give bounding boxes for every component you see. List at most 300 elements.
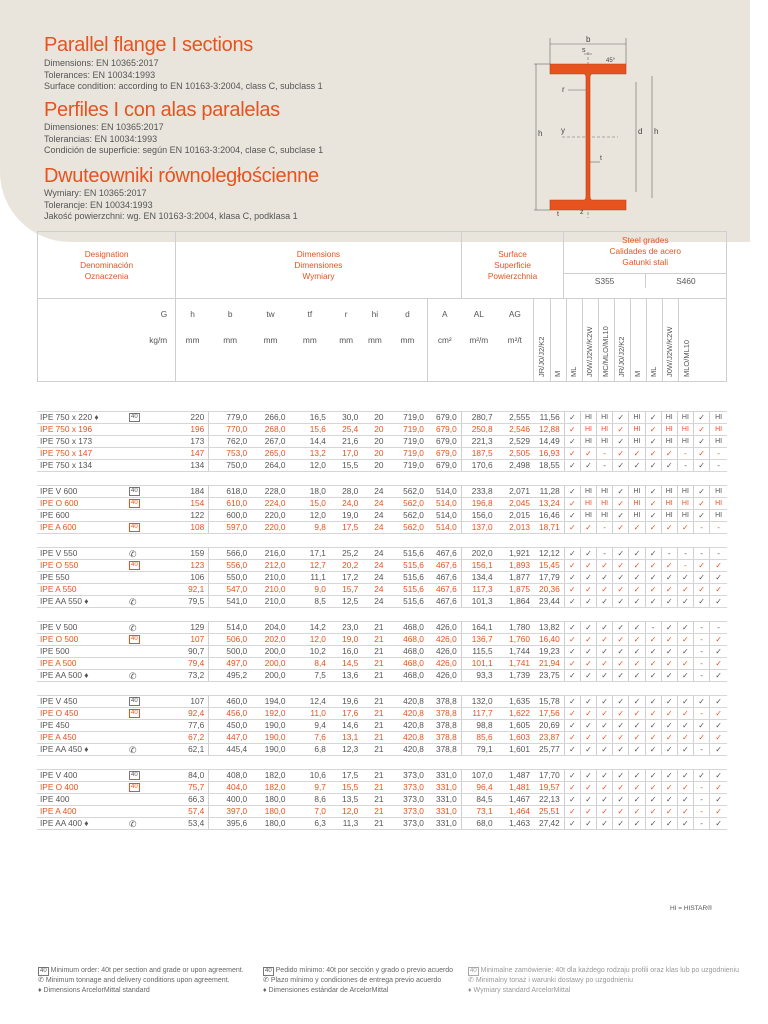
cell-value: 420,8 xyxy=(387,696,427,708)
cell-grade: ✓ xyxy=(645,584,661,596)
cell-grade: ✓ xyxy=(710,634,727,646)
cell-grade: - xyxy=(693,522,709,534)
cell-grade: ✓ xyxy=(645,412,661,424)
cell-value: 19,0 xyxy=(330,634,362,646)
table-row xyxy=(37,448,727,460)
cell-value: 1,921 xyxy=(497,548,534,560)
cell-value: 115,5 xyxy=(461,646,496,658)
cell-value: 21 xyxy=(362,720,387,732)
cell-grade: ✓ xyxy=(661,584,677,596)
cell-value: 123 xyxy=(175,560,208,572)
cell-grade: ✓ xyxy=(645,560,661,572)
label-z: z xyxy=(580,209,584,216)
cell-grade: ✓ xyxy=(629,744,645,756)
cell-grade: ✓ xyxy=(645,720,661,732)
mark-40: 40 xyxy=(131,772,138,778)
cell-value: 404,0 xyxy=(209,782,251,794)
cell-grade: ✓ xyxy=(661,658,677,670)
cell-value: 73,2 xyxy=(175,670,208,682)
cell-value: 15,7 xyxy=(330,584,362,596)
table-row xyxy=(37,522,727,534)
cell-grade: ✓ xyxy=(580,634,596,646)
cell-grade: ✓ xyxy=(677,572,693,584)
cell-grade: ✓ xyxy=(693,460,709,472)
section-name: IPE 400 xyxy=(40,794,70,804)
cell-value: 98,8 xyxy=(461,720,496,732)
cell-grade: HI xyxy=(710,412,727,424)
grade-label: MC/MLO/ML10 xyxy=(601,326,611,377)
cell-value: 497,0 xyxy=(209,658,251,670)
table-row xyxy=(37,708,727,720)
group-gap xyxy=(37,608,727,622)
cell-value: 331,0 xyxy=(428,782,461,794)
cell-grade: ✓ xyxy=(564,782,580,794)
cell-value: 21,94 xyxy=(534,658,564,670)
cell-grade: ✓ xyxy=(645,424,661,436)
cell-grade: ✓ xyxy=(564,670,580,682)
steel-grades-header xyxy=(564,232,727,299)
cell-value: 373,0 xyxy=(387,770,427,782)
cell-grade: ✓ xyxy=(710,572,727,584)
cell-grade: ✓ xyxy=(677,806,693,818)
cell-grade: HI xyxy=(580,510,596,522)
col-AL xyxy=(461,299,496,382)
cell-value: 467,6 xyxy=(428,560,461,572)
cell-grade: ✓ xyxy=(629,794,645,806)
cell-value: 268,0 xyxy=(251,424,289,436)
cell-value: 566,0 xyxy=(209,548,251,560)
cell-value: 17,2 xyxy=(330,572,362,584)
label-angle: 45° xyxy=(606,58,616,64)
cell-value: 15,5 xyxy=(330,460,362,472)
cell-value: 18,55 xyxy=(534,460,564,472)
designation-en: Designation xyxy=(84,248,129,259)
cell-grade: ✓ xyxy=(661,670,677,682)
section-designation xyxy=(37,448,175,460)
cell-grade: ✓ xyxy=(661,572,677,584)
cell-value: 550,0 xyxy=(209,572,251,584)
cell-grade: HI xyxy=(629,498,645,510)
table-row xyxy=(37,670,727,682)
cell-grade: ✓ xyxy=(693,498,709,510)
cell-grade: HI xyxy=(677,510,693,522)
cell-value: 24 xyxy=(362,572,387,584)
cell-value: 23,75 xyxy=(534,670,564,682)
cell-value: 397,0 xyxy=(209,806,251,818)
cell-value: 679,0 xyxy=(428,436,461,448)
cell-grade: ✓ xyxy=(661,794,677,806)
section-name: IPE A 550 xyxy=(40,584,77,594)
cell-value: 468,0 xyxy=(387,658,427,670)
title-pl: Dwuteowniki równoległościenne xyxy=(44,165,319,187)
cell-value: 2,071 xyxy=(497,486,534,498)
phone-icon: ✆ xyxy=(129,671,137,681)
group-gap xyxy=(37,398,727,412)
cell-grade: HI xyxy=(629,486,645,498)
cell-value: 719,0 xyxy=(387,436,427,448)
cell-grade: ✓ xyxy=(580,794,596,806)
section-designation xyxy=(37,596,175,608)
cell-grade: ✓ xyxy=(645,436,661,448)
mark-40: 40 xyxy=(131,698,138,704)
footnote: Pedido mínimo: 40t por sección y grado o previo acuerdo xyxy=(275,967,454,974)
cell-value: 173 xyxy=(175,436,208,448)
cell-value: 450,0 xyxy=(209,720,251,732)
spec-line: Wymiary: EN 10365:2017 xyxy=(44,188,147,198)
section-name: IPE O 600 xyxy=(40,498,79,508)
cell-grade: ✓ xyxy=(710,696,727,708)
cell-value: 96,4 xyxy=(461,782,496,794)
cell-grade: ✓ xyxy=(597,732,613,744)
section-name: IPE O 450 xyxy=(40,708,79,718)
cell-value: 679,0 xyxy=(428,460,461,472)
section-name: IPE A 600 xyxy=(40,522,77,532)
cell-grade: ✓ xyxy=(629,696,645,708)
cell-value: 16,46 xyxy=(534,510,564,522)
cell-grade: ✓ xyxy=(564,720,580,732)
cell-value: 11,3 xyxy=(330,818,362,830)
cell-grade: ✓ xyxy=(629,646,645,658)
col-h xyxy=(176,299,209,382)
cell-value: 62,1 xyxy=(175,744,208,756)
cell-grade: ✓ xyxy=(597,782,613,794)
cell-grade: ✓ xyxy=(677,720,693,732)
cell-value: 1,877 xyxy=(497,572,534,584)
cell-grade: ✓ xyxy=(580,670,596,682)
cell-value: 719,0 xyxy=(387,460,427,472)
cell-value: 21 xyxy=(362,634,387,646)
cell-grade: ✓ xyxy=(580,744,596,756)
cell-grade: - xyxy=(693,634,709,646)
s355-label: S355 xyxy=(564,274,645,288)
cell-value: 170,6 xyxy=(461,460,496,472)
cell-grade: ✓ xyxy=(613,436,629,448)
grade-label: MLO/ML10 xyxy=(681,339,691,377)
cell-grade: ✓ xyxy=(677,744,693,756)
cell-grade: ✓ xyxy=(580,782,596,794)
phone-icon: ✆ xyxy=(263,977,269,984)
cell-grade: ✓ xyxy=(613,782,629,794)
cell-value: 514,0 xyxy=(428,510,461,522)
cell-value: 212,0 xyxy=(251,560,289,572)
cell-value: 12,0 xyxy=(290,510,330,522)
section-designation xyxy=(37,794,175,806)
section-designation xyxy=(37,560,175,572)
cell-grade: ✓ xyxy=(564,634,580,646)
cell-value: 12,0 xyxy=(330,806,362,818)
cell-grade: HI xyxy=(580,436,596,448)
title-en: Parallel flange I sections xyxy=(44,34,253,56)
table-row xyxy=(37,560,727,572)
cell-grade: ✓ xyxy=(693,486,709,498)
cell-grade: ✓ xyxy=(693,424,709,436)
cell-value: 101,1 xyxy=(461,658,496,670)
cell-value: 21 xyxy=(362,646,387,658)
cell-value: 25,77 xyxy=(534,744,564,756)
cell-grade: ✓ xyxy=(564,424,580,436)
cell-value: 210,0 xyxy=(251,584,289,596)
cell-value: 468,0 xyxy=(387,646,427,658)
cell-grade: HI xyxy=(661,510,677,522)
col-label: AL xyxy=(473,309,484,319)
section-designation xyxy=(37,806,175,818)
grade-divider xyxy=(630,299,631,381)
table-row xyxy=(37,424,727,436)
cell-value: 220,0 xyxy=(251,510,289,522)
cell-value: 11,1 xyxy=(290,572,330,584)
cell-value: 57,4 xyxy=(175,806,208,818)
cell-value: 679,0 xyxy=(428,424,461,436)
cell-grade: ✓ xyxy=(629,818,645,830)
cell-value: 79,5 xyxy=(175,596,208,608)
cell-grade: ✓ xyxy=(564,510,580,522)
col-A xyxy=(428,299,461,382)
cell-grade: ✓ xyxy=(677,794,693,806)
cell-value: 13,5 xyxy=(330,794,362,806)
cell-value: 514,0 xyxy=(428,522,461,534)
mark-40: 40 xyxy=(131,784,138,790)
cell-value: 24 xyxy=(362,522,387,534)
cell-value: 467,6 xyxy=(428,548,461,560)
table-row xyxy=(37,622,727,634)
cell-grade: - xyxy=(661,548,677,560)
cell-value: 420,8 xyxy=(387,732,427,744)
cell-grade: ✓ xyxy=(645,510,661,522)
col-hi xyxy=(362,299,387,382)
cell-value: 233,8 xyxy=(461,486,496,498)
cell-value: 15,6 xyxy=(290,424,330,436)
cell-value: 445,4 xyxy=(209,744,251,756)
cell-value: 106 xyxy=(175,572,208,584)
cell-grade: - xyxy=(597,460,613,472)
cell-grade: ✓ xyxy=(564,572,580,584)
cell-grade: ✓ xyxy=(597,572,613,584)
cell-grade: ✓ xyxy=(564,770,580,782)
designation-pl: Oznaczenia xyxy=(84,270,129,281)
cell-value: 216,0 xyxy=(251,548,289,560)
cell-grade: - xyxy=(693,658,709,670)
cell-value: 331,0 xyxy=(428,794,461,806)
cell-value: 68,0 xyxy=(461,818,496,830)
cell-value: 467,6 xyxy=(428,584,461,596)
phone-icon: ✆ xyxy=(129,745,137,755)
cell-grade: ✓ xyxy=(564,460,580,472)
designation-header xyxy=(38,232,176,299)
cell-value: 1,601 xyxy=(497,744,534,756)
cell-grade: HI xyxy=(597,486,613,498)
cell-grade: ✓ xyxy=(613,646,629,658)
cell-value: 23,0 xyxy=(330,622,362,634)
cell-value: 515,6 xyxy=(387,584,427,596)
cell-value: 132,0 xyxy=(461,696,496,708)
cell-value: 24 xyxy=(362,510,387,522)
cell-value: 373,0 xyxy=(387,818,427,830)
cell-value: 196 xyxy=(175,424,208,436)
cell-value: 90,7 xyxy=(175,646,208,658)
cell-grade: ✓ xyxy=(661,708,677,720)
cell-value: 14,2 xyxy=(290,622,330,634)
cell-value: 331,0 xyxy=(428,818,461,830)
cell-value: 164,1 xyxy=(461,622,496,634)
cell-grade: ✓ xyxy=(629,596,645,608)
cell-grade: ✓ xyxy=(645,596,661,608)
section-name: IPE 450 xyxy=(40,720,70,730)
cell-value: 79,1 xyxy=(461,744,496,756)
cell-value: 1,864 xyxy=(497,596,534,608)
cell-grade: HI xyxy=(677,486,693,498)
col-label: b xyxy=(227,309,233,319)
cell-value: 17,5 xyxy=(330,522,362,534)
cell-value: 426,0 xyxy=(428,622,461,634)
section-designation xyxy=(37,548,175,560)
table-row xyxy=(37,584,727,596)
cell-grade: ✓ xyxy=(580,696,596,708)
cell-value: 8,5 xyxy=(290,596,330,608)
section-name: IPE A 450 xyxy=(40,732,77,742)
section-designation xyxy=(37,460,175,472)
cell-value: 12,88 xyxy=(534,424,564,436)
cell-grade: - xyxy=(693,744,709,756)
diamond-icon: ♦ xyxy=(81,670,89,680)
cell-grade: ✓ xyxy=(597,770,613,782)
mark-40: 40 xyxy=(131,710,138,716)
cell-value: 378,8 xyxy=(428,744,461,756)
cell-grade: - xyxy=(710,522,727,534)
cell-value: 762,0 xyxy=(209,436,251,448)
cell-grade: ✓ xyxy=(661,732,677,744)
cell-grade: ✓ xyxy=(564,708,580,720)
cell-value: 1,464 xyxy=(497,806,534,818)
cell-grade: ✓ xyxy=(710,646,727,658)
cell-value: 750,0 xyxy=(209,460,251,472)
cell-value: 541,0 xyxy=(209,596,251,608)
cell-value: 618,0 xyxy=(209,486,251,498)
cell-value: 23,87 xyxy=(534,732,564,744)
table-row xyxy=(37,596,727,608)
cell-grade: ✓ xyxy=(580,806,596,818)
footnotes-pl xyxy=(468,966,739,995)
cell-grade: ✓ xyxy=(693,436,709,448)
diamond-icon: ♦ xyxy=(81,744,89,754)
cell-grade: ✓ xyxy=(613,498,629,510)
cell-value: 21 xyxy=(362,794,387,806)
cell-value: 20,2 xyxy=(330,560,362,572)
cell-value: 190,0 xyxy=(251,744,289,756)
cell-grade: ✓ xyxy=(677,696,693,708)
cell-grade: - xyxy=(677,560,693,572)
cell-value: 16,40 xyxy=(534,634,564,646)
cell-grade: HI xyxy=(580,498,596,510)
cell-grade: ✓ xyxy=(597,658,613,670)
cell-grade: HI xyxy=(710,486,727,498)
cell-grade: ✓ xyxy=(629,584,645,596)
cell-value: 7,0 xyxy=(290,806,330,818)
col-unit: m²/m xyxy=(469,335,489,345)
cell-grade: ✓ xyxy=(613,744,629,756)
cell-value: 18,0 xyxy=(290,486,330,498)
cell-grade: ✓ xyxy=(677,670,693,682)
label-y: y xyxy=(561,126,565,135)
section-designation xyxy=(37,486,175,498)
surface-en: Surface xyxy=(498,248,527,259)
cell-value: 1,467 xyxy=(497,794,534,806)
cell-value: 194,0 xyxy=(251,696,289,708)
cell-value: 500,0 xyxy=(209,646,251,658)
cell-value: 267,0 xyxy=(251,436,289,448)
cell-grade: ✓ xyxy=(693,696,709,708)
mark-40: 40 xyxy=(131,500,138,506)
section-name: IPE AA 500 xyxy=(40,670,82,680)
cell-grade: ✓ xyxy=(564,622,580,634)
cell-grade: ✓ xyxy=(693,510,709,522)
cell-grade: ✓ xyxy=(597,720,613,732)
cell-value: 515,6 xyxy=(387,560,427,572)
cell-value: 426,0 xyxy=(428,634,461,646)
cell-value: 9,7 xyxy=(290,782,330,794)
cell-grade: HI xyxy=(677,412,693,424)
cell-value: 250,8 xyxy=(461,424,496,436)
cell-value: 200,0 xyxy=(251,658,289,670)
cell-grade: ✓ xyxy=(710,818,727,830)
cell-value: 117,3 xyxy=(461,584,496,596)
grade-divider xyxy=(566,299,567,381)
cell-value: 426,0 xyxy=(428,658,461,670)
cell-grade: - xyxy=(677,448,693,460)
cell-grade: ✓ xyxy=(597,670,613,682)
histar-note: HI = HISTAR® xyxy=(669,905,712,912)
cell-grade: ✓ xyxy=(580,448,596,460)
cell-value: 190,0 xyxy=(251,720,289,732)
cell-value: 228,0 xyxy=(251,486,289,498)
label-s: s xyxy=(582,47,586,54)
table-row xyxy=(37,720,727,732)
spec-line: Condición de superficie: según EN 10163-3:2004, clase C, subclase 1 xyxy=(44,145,324,155)
cell-grade: ✓ xyxy=(613,696,629,708)
cell-grade: ✓ xyxy=(613,622,629,634)
cell-value: 27,42 xyxy=(534,818,564,830)
cell-value: 12,12 xyxy=(534,548,564,560)
cell-value: 13,82 xyxy=(534,622,564,634)
cell-value: 1,760 xyxy=(497,634,534,646)
cell-grade: ✓ xyxy=(710,584,727,596)
cell-value: 21 xyxy=(362,806,387,818)
cell-value: 22,13 xyxy=(534,794,564,806)
cell-grade: ✓ xyxy=(661,622,677,634)
cell-value: 280,7 xyxy=(461,412,496,424)
cell-grade: ✓ xyxy=(710,658,727,670)
cell-grade: ✓ xyxy=(613,560,629,572)
cell-value: 84,0 xyxy=(175,770,208,782)
label-b: b xyxy=(586,35,591,44)
cell-value: 12,3 xyxy=(330,744,362,756)
cell-grade: ✓ xyxy=(661,448,677,460)
cell-grade: ✓ xyxy=(645,670,661,682)
section-designation xyxy=(37,770,175,782)
cell-grade: ✓ xyxy=(613,424,629,436)
cell-value: 156,0 xyxy=(461,510,496,522)
table-row xyxy=(37,806,727,818)
phone-icon: ✆ xyxy=(129,597,137,607)
grade-label: M xyxy=(553,370,563,377)
footnote: Minimum order: 40t per section and grade or upon agreement. xyxy=(50,967,244,974)
cell-value: 753,0 xyxy=(209,448,251,460)
cell-value: 6,8 xyxy=(290,744,330,756)
cell-value: 134 xyxy=(175,460,208,472)
section-name: IPE O 500 xyxy=(40,634,79,644)
cell-grade: HI xyxy=(661,412,677,424)
cell-grade: ✓ xyxy=(580,560,596,572)
col-label: h xyxy=(190,309,195,319)
